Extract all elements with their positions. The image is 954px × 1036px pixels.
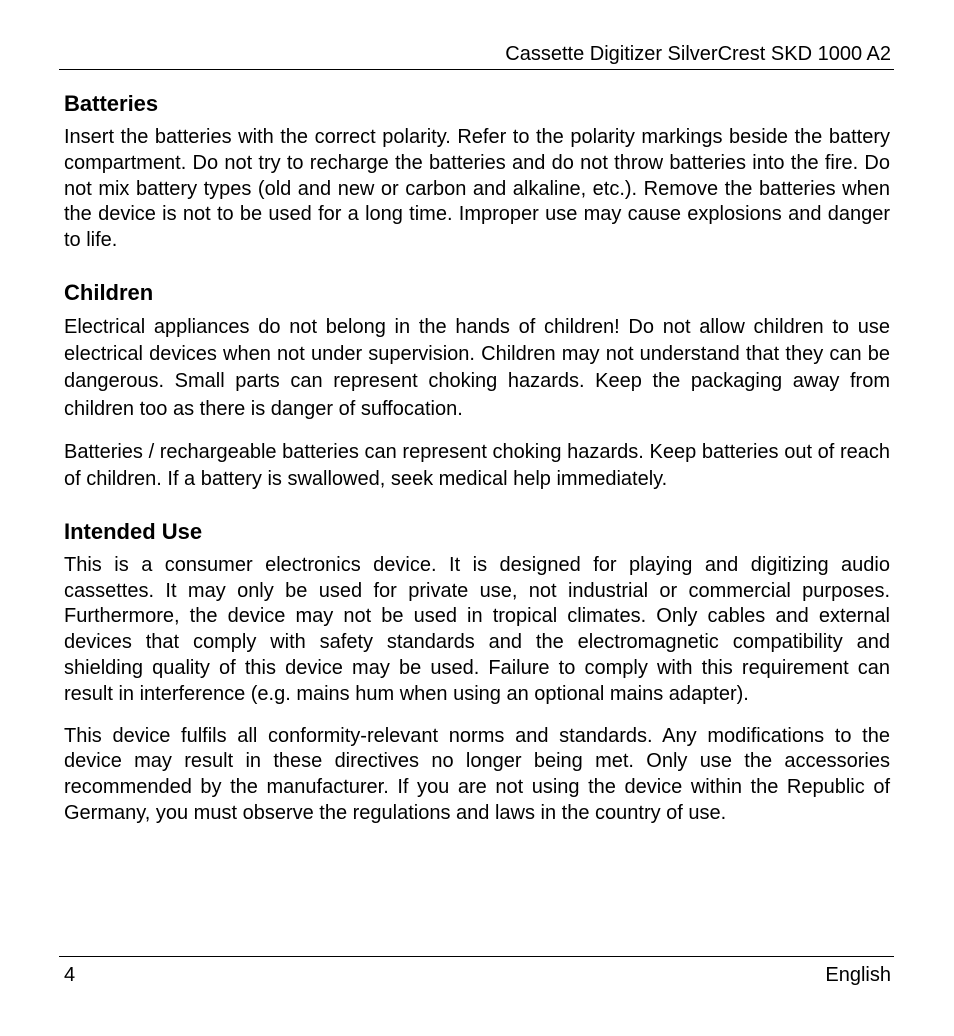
footer-divider xyxy=(59,956,894,957)
page-number: 4 xyxy=(64,964,76,986)
children-paragraph-1: Electrical appliances do not belong in the hands of children! Do not allow children to use electrical devices when not under supervision. Children may not understand that they can be dangerous. Small parts can represent choking hazards. Keep the packaging away from children too as there is danger of suffocation. xyxy=(64,315,890,420)
header-title: Cassette Digitizer SilverCrest SKD 1000 A2 xyxy=(505,43,891,65)
children-paragraph-2: Batteries / rechargeable batteries can represent choking hazards. Keep batteries out of reach of children. If a battery is swallowed, seek medical help immediately. xyxy=(64,440,890,490)
section-children xyxy=(64,279,890,493)
batteries-paragraph: Insert the batteries with the correct polarity. Refer to the polarity markings beside the battery compartment. Do not try to recharge the batteries and do not throw batteries into the fire. Do not mix battery types (old and new or carbon and alkaline, etc.). Remove the batteries when the device is not to be used for a long time. Improper use may cause explosions and danger to life. xyxy=(64,126,890,252)
intended-use-paragraph-2: This device fulfils all conformity-relevant norms and standards. Any modifications to the device may result in these directives no longer being met. Only use the accessories recommended by the manufacturer. If you are not using the device within the Republic of Germany, you must observe the regulations and laws in the country of use. xyxy=(64,724,890,824)
footer-language: English xyxy=(825,964,891,986)
section-intended-use xyxy=(64,518,890,827)
intended-use-paragraph-1: This is a consumer electronics device. It is designed for playing and digitizing audio cassettes. It may only be used for private use, not industrial or commercial purposes. Furthermore, the device may not be used in tropical climates. Only cables and external devices that comply with safety standards and the electromagnetic compatibility and shielding quality of this device may be used. Failure to comply with this requirement can result in interference (e.g. mains hum when using an optional mains adapter). xyxy=(64,553,890,705)
section-heading-children: Children xyxy=(64,279,154,305)
section-batteries xyxy=(64,90,890,254)
header-divider xyxy=(59,69,894,70)
page-content xyxy=(64,90,890,827)
section-heading-batteries: Batteries xyxy=(64,91,159,116)
section-heading-intended-use: Intended Use xyxy=(64,518,203,544)
